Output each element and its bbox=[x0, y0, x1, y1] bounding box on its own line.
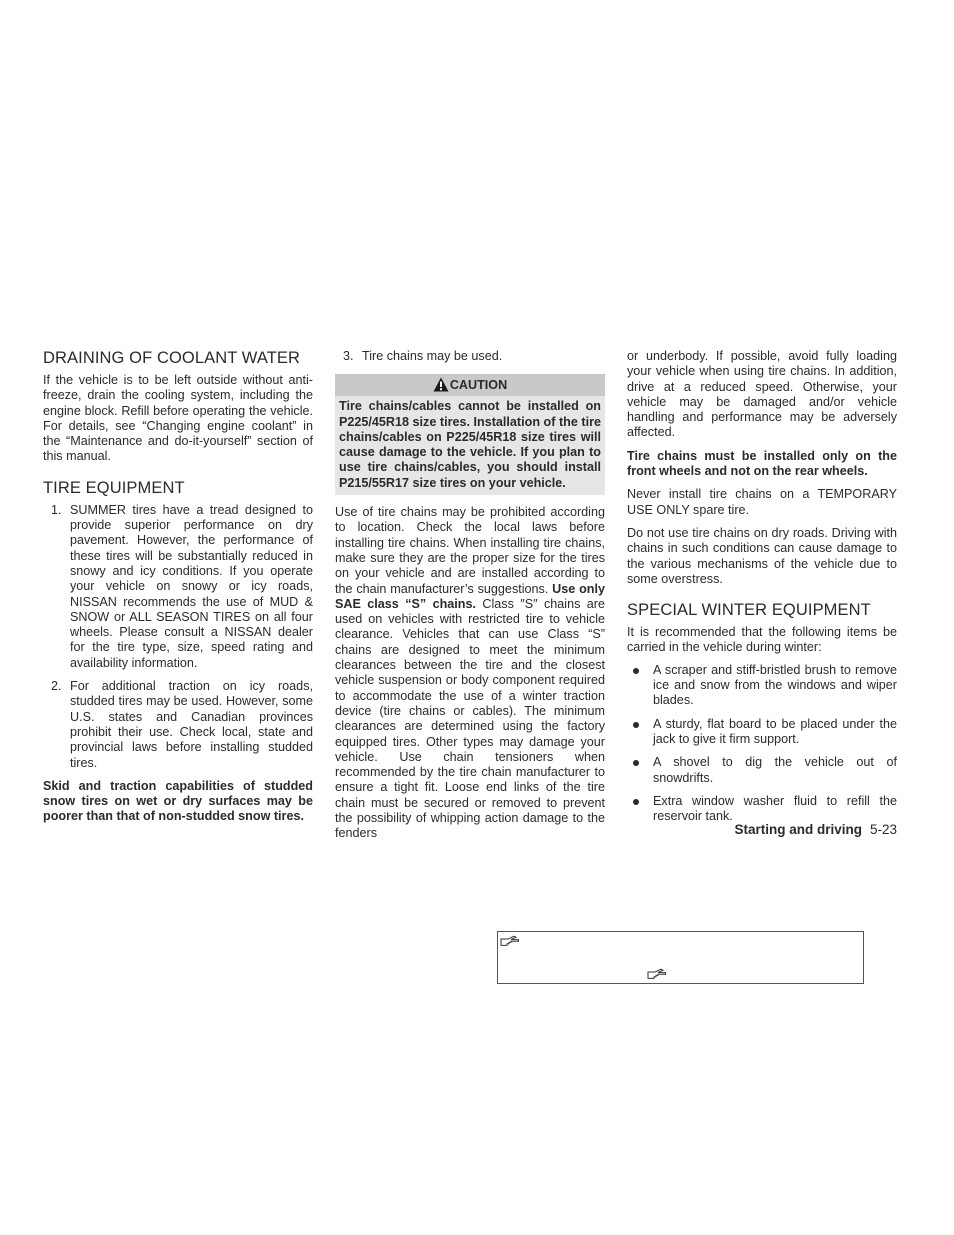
heading-special-winter: SPECIAL WINTER EQUIPMENT bbox=[627, 601, 871, 620]
list-text: A scraper and stiff-bristled brush to remove ice and snow from the windows and wiper blades. bbox=[653, 662, 897, 708]
paragraph-dry-roads: Do not use tire chains on dry roads. Driving with chains in such conditions can cause damage to the various mechanisms of the vehicle due to some overstress. bbox=[627, 525, 897, 586]
list-text: A shovel to dig the vehicle out of snowdrifts. bbox=[653, 755, 897, 785]
paragraph-chains-text: Use of tire chains may be prohibited according to location. Check the local laws before installing tire chains. When installing tire chains, make sure they are the proper size for the tires on your vehicle and are installed according to the chain manufacturer’s suggestions. bbox=[335, 505, 605, 596]
paragraph-front-wheels: Tire chains must be installed only on the front wheels and not on the rear wheels. bbox=[627, 448, 897, 479]
pointing-hand-icon bbox=[647, 968, 667, 980]
list-item bbox=[43, 679, 313, 771]
list-item bbox=[627, 755, 897, 786]
caution-header bbox=[335, 374, 605, 396]
pointing-hand-icon bbox=[500, 935, 520, 947]
warning-triangle-icon bbox=[433, 377, 449, 392]
list-item bbox=[335, 349, 605, 364]
caution-box bbox=[335, 374, 605, 495]
winter-items-list bbox=[627, 663, 897, 825]
list-text: Tire chains may be used. bbox=[362, 349, 503, 363]
page-footer bbox=[627, 822, 897, 838]
paragraph-recommend: It is recommended that the following items be carried in the vehicle during winter: bbox=[627, 625, 897, 655]
paragraph-skid-warning: Skid and traction capabilities of studded snow tires on wet or dry surfaces may be poorer than that of non-studded snow tires. bbox=[43, 778, 313, 824]
bullet-icon bbox=[633, 668, 639, 674]
list-text: Extra window washer fluid to refill the reservoir tank. bbox=[653, 793, 897, 824]
footer-section-title: Starting and driving bbox=[734, 822, 862, 837]
list-number: 2. bbox=[51, 679, 62, 694]
bullet-icon bbox=[633, 722, 639, 728]
column-right bbox=[627, 349, 897, 832]
note-box bbox=[497, 931, 864, 984]
paragraph-coolant: If the vehicle is to be left outside without anti-freeze, drain the cooling system, including the engine block. Refill before operating the vehicle. For details, see “Changing engine coolant” in the “Maintenance and do-it-yourself” section of this manual. bbox=[43, 373, 313, 464]
column-left bbox=[43, 349, 313, 833]
bullet-icon bbox=[633, 760, 639, 766]
tire-list bbox=[43, 503, 313, 771]
paragraph-chains-continued: or underbody. If possible, avoid fully loading your vehicle when using tire chains. In addition, drive at a reduced speed. Otherwise, your vehicle may be damaged and/or vehicle handling and performance may be adversely affected. bbox=[627, 349, 897, 440]
list-item bbox=[43, 503, 313, 671]
list-number: 1. bbox=[51, 502, 62, 517]
caution-title: CAUTION bbox=[449, 378, 508, 393]
paragraph-temporary-spare: Never install tire chains on a TEMPORARY USE ONLY spare tire. bbox=[627, 487, 897, 517]
list-text: A sturdy, flat board to be placed under the jack to give it firm support. bbox=[653, 716, 897, 746]
caution-body: Tire chains/cables cannot be installed on P225/45R18 size tires. Installation of the tire chains/cables on P225/45R18 size tires will cause damage to the vehicle. If you plan to use tire chains/cables, you should install P215/55R17 size tires on your vehicle. bbox=[335, 396, 605, 495]
footer-page-number: 5-23 bbox=[869, 822, 897, 837]
list-item bbox=[627, 794, 897, 825]
paragraph-chains-bold: Use only SAE class “S” chains. bbox=[335, 581, 605, 611]
paragraph-chains-text-2: Class ″S″ chains are used on vehicles with restricted tire to vehicle clearance. Vehicles that can use Class “S” chains are designed to meet the minimum clearances between the tire and the closest vehicle suspension or body component required to accommodate the use of a winter traction device (tire chains or cables). The minimum clearances are determined using the factory equipped tires. Other types may damage your vehicle. Use chain tensioners when recommended by the tire chain manufacturer to ensure a tight fit. Loose end links of the tire chain must be secured or removed to prevent the possibility of whipping action damage to the fenders bbox=[335, 596, 606, 841]
list-item bbox=[627, 717, 897, 748]
list-text: SUMMER tires have a tread designed to provide superior performance on dry pavement. However, the performance of these tires will be substantially reduced in snowy and icy conditions. If you operate your vehicle on snowy or icy roads, NISSAN recommends the use of MUD & SNOW or ALL SEASON TIRES on all four wheels. Please consult a NISSAN dealer for the tire type, size, speed rating and availability information. bbox=[70, 502, 313, 670]
heading-draining-coolant: DRAINING OF COOLANT WATER bbox=[43, 349, 301, 367]
list-text: For additional traction on icy roads, studded tires may be used. However, some U.S. states and Canadian provinces prohibit their use. Check local, state and provincial laws before installing studded tires. bbox=[70, 679, 313, 770]
bullet-icon bbox=[633, 799, 639, 805]
paragraph-chains bbox=[335, 505, 605, 842]
tire-list-continued bbox=[335, 349, 605, 364]
list-number: 3. bbox=[343, 349, 354, 363]
list-item bbox=[627, 663, 897, 709]
heading-tire-equipment: TIRE EQUIPMENT bbox=[43, 478, 185, 497]
column-middle bbox=[335, 349, 605, 850]
